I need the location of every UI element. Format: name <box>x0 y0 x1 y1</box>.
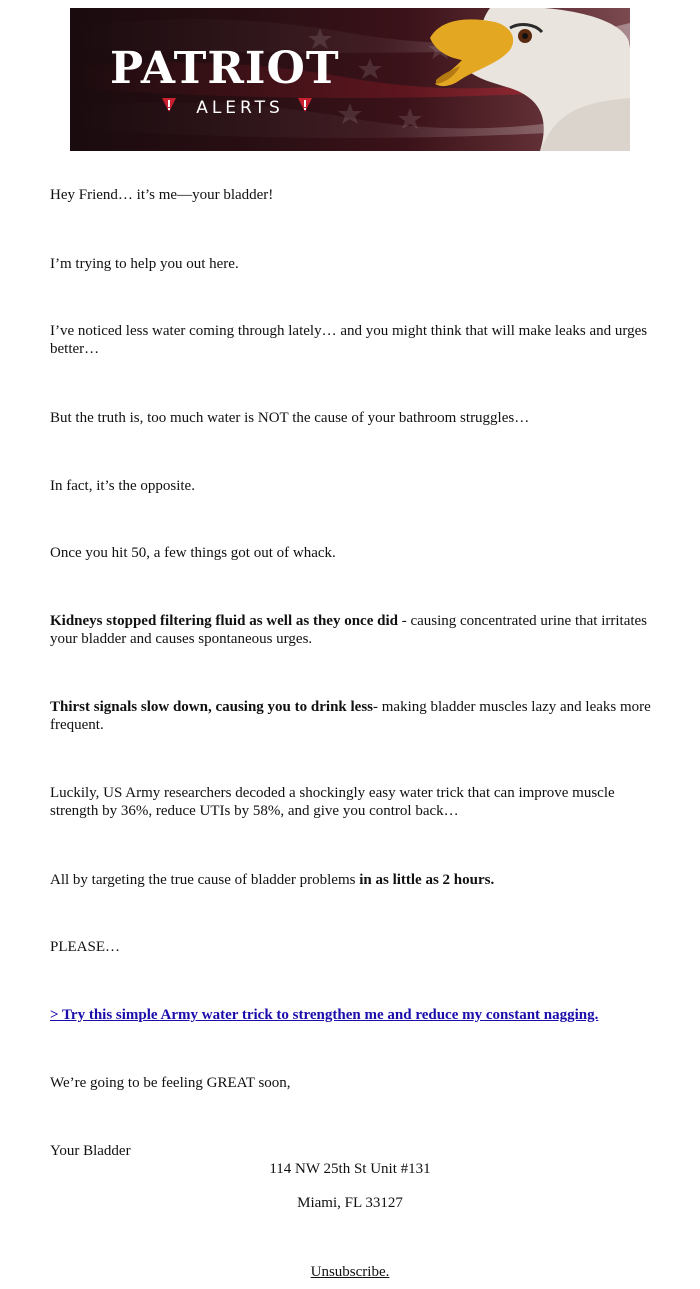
body-paragraph: In fact, it’s the opposite. <box>50 478 195 494</box>
bold-text: in as little as 2 hours. <box>359 872 495 888</box>
unsubscribe-link[interactable]: Unsubscribe. <box>310 1264 390 1280</box>
body-paragraph <box>50 612 655 648</box>
sign-off: We’re going to be feeling GREAT soon, <box>50 1075 291 1091</box>
brand-wordmark: PATRIOT <box>110 43 340 94</box>
patriot-alerts-banner <box>70 8 630 151</box>
bold-text: Kidneys stopped filtering fluid as well as they once did <box>50 613 398 629</box>
body-paragraph <box>50 698 655 734</box>
brand-subtitle: ALERTS <box>196 98 284 118</box>
signature: Your Bladder <box>50 1143 131 1159</box>
body-text: - causing concentrated urine that irritates your bladder and causes spontaneous urges. <box>50 613 648 647</box>
footer-unsubscribe-row <box>0 1263 700 1281</box>
body-paragraph: Once you hit 50, a few things got out of whack. <box>50 545 336 561</box>
body-paragraph: I’ve noticed less water coming through lately… and you might think that will make leaks and urges better… <box>50 323 648 357</box>
body-paragraph: I’m trying to help you out here. <box>50 256 239 272</box>
greeting: Hey Friend… it’s me—your bladder! <box>50 187 274 203</box>
cta-link[interactable]: > Try this simple Army water trick to strengthen me and reduce my constant nagging. <box>50 1007 599 1023</box>
body-paragraph: PLEASE… <box>50 939 121 955</box>
footer-address-line2: Miami, FL 33127 <box>297 1195 403 1211</box>
body-paragraph <box>50 871 655 889</box>
bold-text: Thirst signals slow down, causing you to drink less <box>50 699 373 715</box>
body-text: All by targeting the true cause of bladder problems <box>50 872 360 888</box>
body-text: - making bladder muscles lazy and leaks more frequent. <box>50 699 651 733</box>
body-paragraph: Luckily, US Army researchers decoded a shockingly easy water trick that can improve muscle strength by 36%, reduce UTIs by 58%, and give you control back… <box>50 785 615 819</box>
body-paragraph: But the truth is, too much water is NOT the cause of your bathroom struggles… <box>50 410 530 426</box>
footer-address-line1: 114 NW 25th St Unit #131 <box>269 1161 431 1177</box>
